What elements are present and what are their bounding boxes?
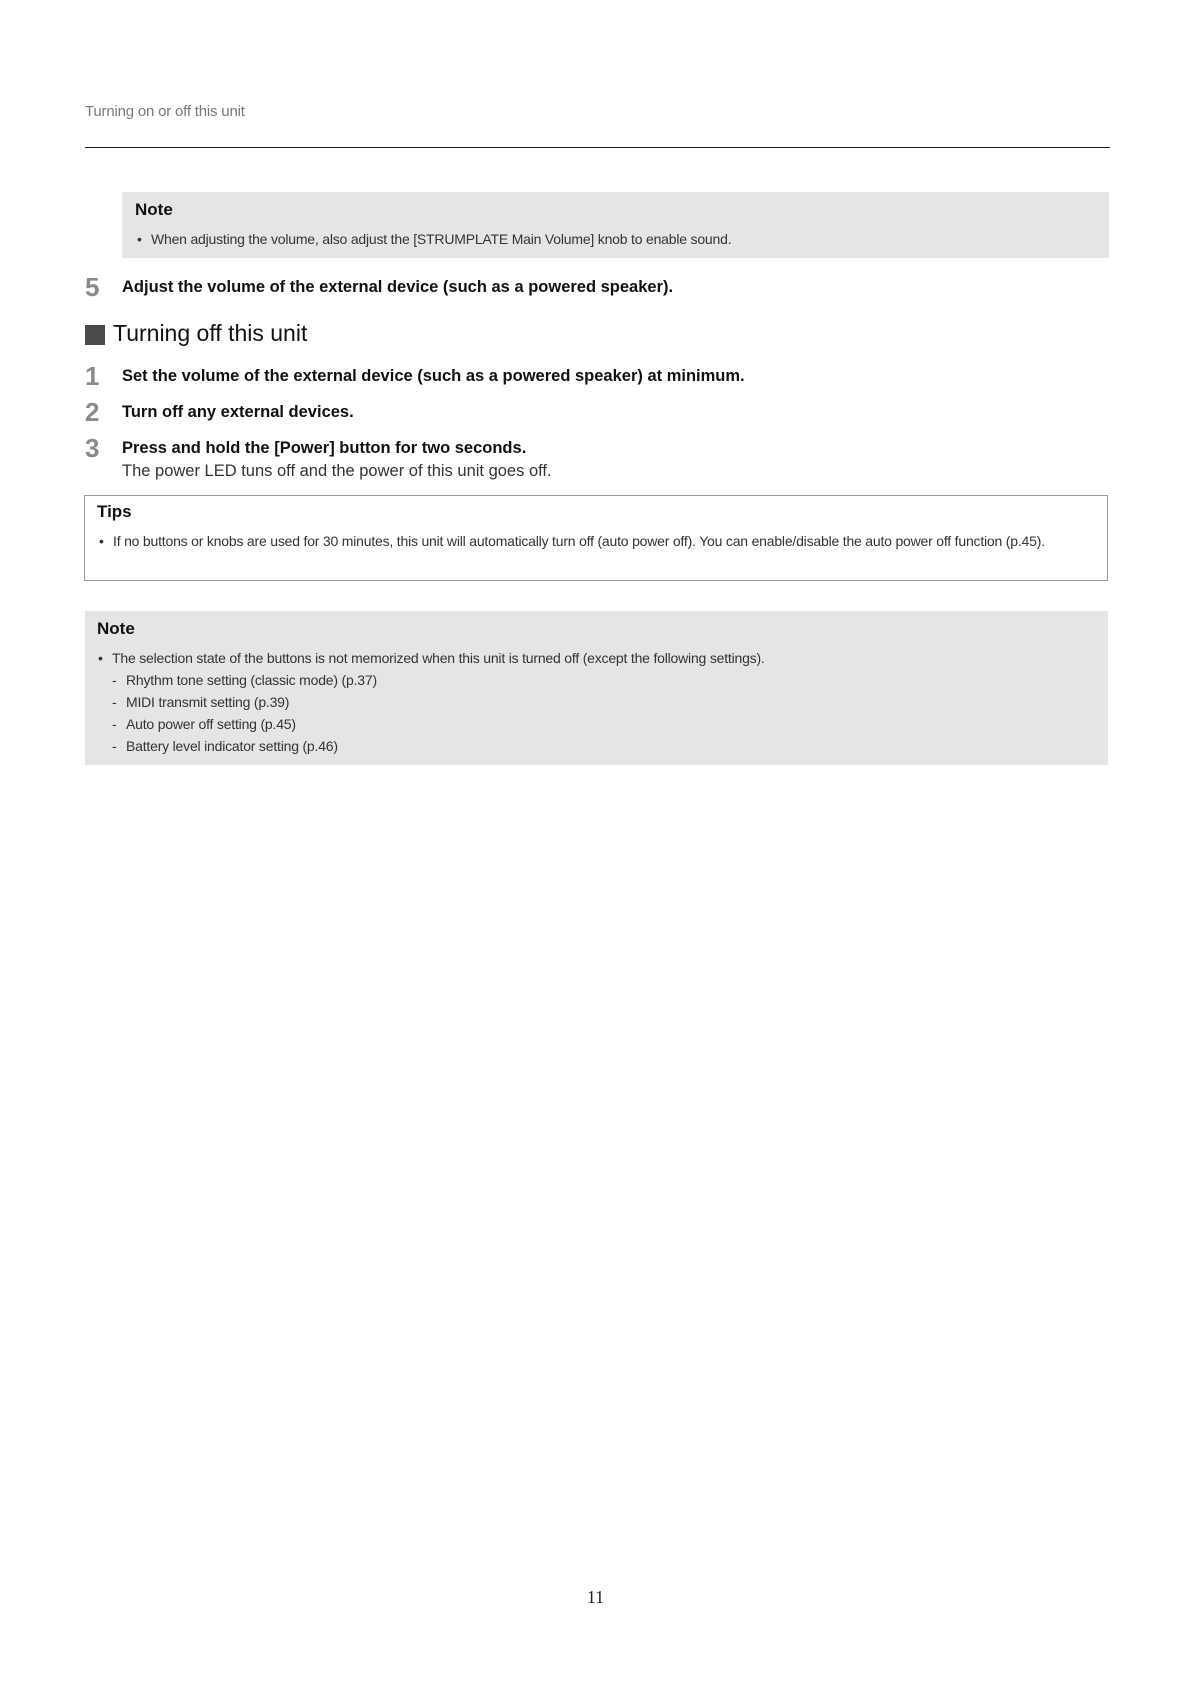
tips-box [84,495,1108,581]
dash-icon: - [112,694,117,710]
running-header: Turning on or off this unit [85,103,245,120]
note-title: Note [135,200,173,219]
section-square-icon [85,325,105,345]
step-text: Adjust the volume of the external device (such as a powered speaker). [122,278,674,296]
note-item: • When adjusting the volume, also adjust the [STRUMPLATE Main Volume] knob to enable sound. [137,228,1111,250]
bullet-icon: • [98,650,103,666]
dash-icon: - [112,738,117,754]
bullet-icon: • [99,533,104,549]
step-text: Press and hold the [Power] button for two seconds. [122,439,527,457]
note-box-bottom [85,611,1108,765]
note-box-top [122,192,1109,258]
step-number: 5 [85,272,100,302]
note-item: • The selection state of the buttons is not memorized when this unit is turned off (except the following settings). [98,647,1088,669]
bullet-icon: • [137,231,142,247]
section-title: Turning off this unit [113,320,308,346]
step-number: 2 [85,397,100,427]
note-title: Note [97,619,135,638]
step-number: 1 [85,361,100,391]
step-number: 3 [85,433,100,463]
tips-item: • If no buttons or knobs are used for 30 minutes, this unit will automatically turn off (auto power off). You can enable/disable the auto power off function (p.45). [99,530,1103,552]
dash-icon: - [112,716,117,732]
step-description: The power LED tuns off and the power of this unit goes off. [122,462,552,480]
header-divider [85,147,1110,148]
dash-icon: - [112,672,117,688]
note-list [98,647,1088,757]
note-subitem: - MIDI transmit setting (p.39) [98,691,1088,713]
step-text: Set the volume of the external device (such as a powered speaker) at minimum. [122,367,745,385]
note-subitem: - Auto power off setting (p.45) [98,713,1088,735]
note-subitem: - Rhythm tone setting (classic mode) (p.37) [98,669,1088,691]
page-number: 11 [586,1587,605,1607]
tips-title: Tips [97,502,132,521]
step-text: Turn off any external devices. [122,403,354,421]
note-subitem: - Battery level indicator setting (p.46) [98,735,1088,757]
